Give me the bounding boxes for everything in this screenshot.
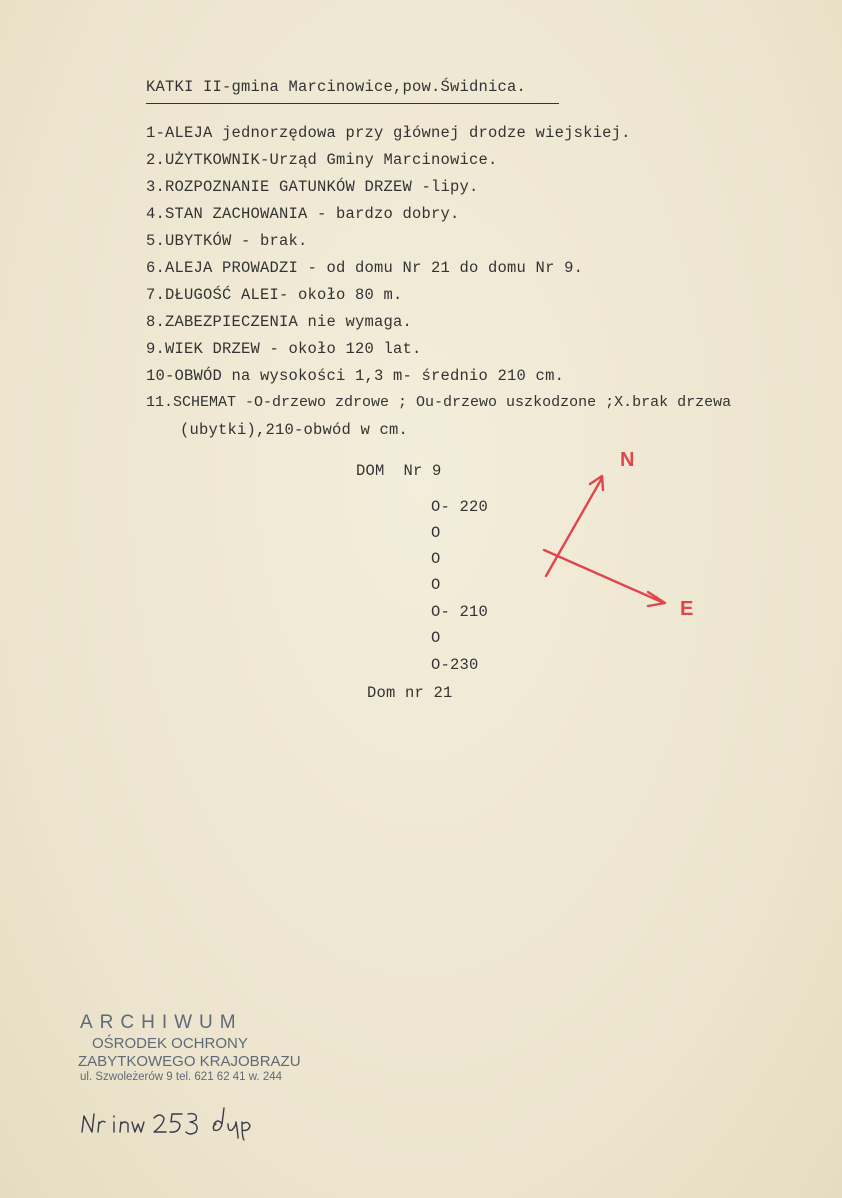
east-label: E — [680, 598, 694, 620]
item-3: 3.ROZPOZNANIE GATUNKÓW DRZEW -lipy. — [146, 178, 479, 196]
north-arrow — [546, 478, 602, 576]
stamp-archiwum: ARCHIWUM — [80, 1012, 243, 1033]
stamp-line-3: ZABYTKOWEGO KRAJOBRAZU — [78, 1053, 301, 1070]
compass-arrows-icon — [530, 440, 710, 630]
item-8: 8.ZABEZPIECZENIA nie wymaga. — [146, 313, 413, 331]
item-2: 2.UŻYTKOWNIK-Urząd Gminy Marcinowice. — [146, 151, 498, 169]
east-arrow — [544, 550, 664, 603]
schema-tree-row: O — [431, 576, 441, 594]
north-label: N — [620, 449, 635, 471]
item-11: 11.SCHEMAT -O-drzewo zdrowe ; Ou-drzewo uszkodzone ;X.brak drzewa — [146, 394, 732, 411]
item-9: 9.WIEK DRZEW - około 120 lat. — [146, 340, 422, 358]
document-title: KATKI II-gmina Marcinowice,pow.Świdnica. — [146, 78, 527, 96]
item-5: 5.UBYTKÓW - brak. — [146, 232, 308, 250]
handwritten-inventory-note-icon — [78, 1102, 268, 1142]
item-7: 7.DŁUGOŚĆ ALEI- około 80 m. — [146, 286, 403, 304]
item-1: 1-ALEJA jednorzędowa przy głównej drodze wiejskiej. — [146, 124, 631, 142]
schema-tree-row: O — [431, 629, 441, 647]
item-11-continued: (ubytki),210-obwód w cm. — [180, 421, 409, 439]
schema-tree-row: O- 220 — [431, 498, 489, 516]
schema-top-label: DOM Nr 9 — [356, 462, 442, 480]
schema-tree-row: O — [431, 524, 441, 542]
schema-tree-row: O — [431, 550, 441, 568]
item-4: 4.STAN ZACHOWANIA - bardzo dobry. — [146, 205, 460, 223]
schema-tree-row: O- 210 — [431, 603, 489, 621]
title-underline — [146, 103, 559, 104]
schema-tree-row: O-230 — [431, 656, 479, 674]
item-10: 10-OBWÓD na wysokości 1,3 m- średnio 210 cm. — [146, 367, 565, 385]
stamp-line-2: OŚRODEK OCHRONY — [92, 1035, 248, 1052]
schema-bottom-label: Dom nr 21 — [367, 684, 453, 702]
stamp-line-4: ul. Szwoleżerów 9 tel. 621 62 41 w. 244 — [80, 1071, 283, 1083]
item-6: 6.ALEJA PROWADZI - od domu Nr 21 do domu Nr 9. — [146, 259, 584, 277]
